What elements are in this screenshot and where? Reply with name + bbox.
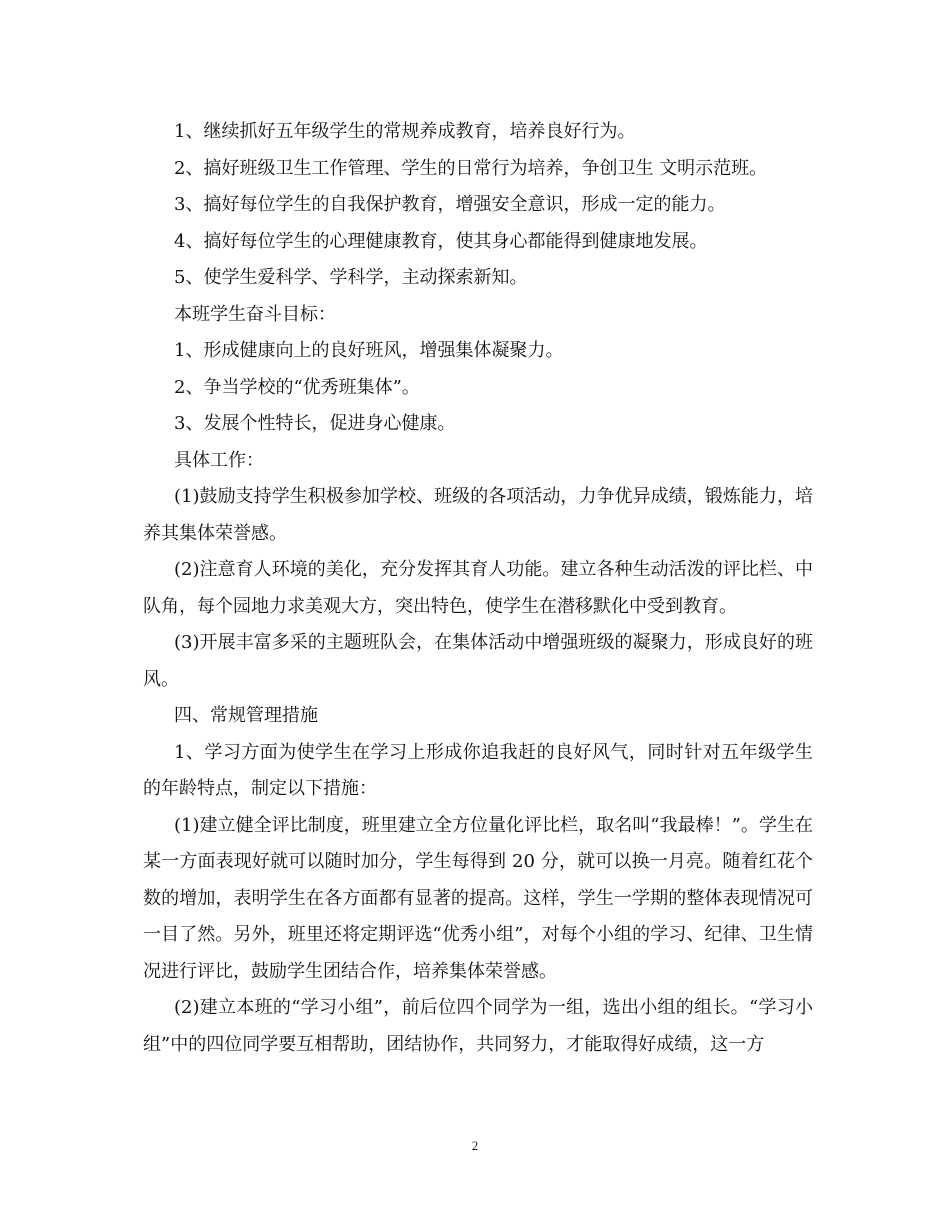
document-body <box>143 114 813 1063</box>
page-number: 2 <box>471 1138 479 1153</box>
paragraph-goal-4: 4、搞好每位学生的心理健康教育，使其身心都能得到健康地发展。 <box>174 230 708 252</box>
paragraph-study-intro: 1、学习方面为使学生在学习上形成你追我赶的良好风气，同时针对五年级学生的年龄特点，制定以下措施： <box>143 741 813 799</box>
heading-class-goals: 本班学生奋斗目标： <box>174 303 336 325</box>
paragraph-measure-1: (1)建立健全评比制度，班里建立全方位量化评比栏，取名叫“我最棒！”。学生在某一方面表现好就可以随时加分，学生每得到 20 分，就可以换一月亮。随着红花个数的增加，表明学生在各方面都有显著的提高。这样，学生一学期的整体表现情况可一目了然。另外，班里还将定期评选“优秀小组”，对每个小组的学习、纪律、卫生情况进行评比，鼓励学生团结合作，培养集体荣誉感。 <box>143 814 813 982</box>
paragraph-class-goal-1: 1、形成健康向上的良好班风，增强集体凝聚力。 <box>174 340 564 361</box>
paragraph-work-1: (1)鼓励支持学生积极参加学校、班级的各项活动，力争优异成绩，锻炼能力，培养其集体荣誉感。 <box>143 486 813 544</box>
heading-section-four: 四、常规管理措施 <box>174 705 318 726</box>
paragraph-goal-1: 1、继续抓好五年级学生的常规养成教育，培养良好行为。 <box>174 121 636 142</box>
paragraph-goal-5: 5、使学生爱科学、学科学，主动探索新知。 <box>174 267 528 288</box>
paragraph-work-3: (3)开展丰富多采的主题班队会，在集体活动中增强班级的凝聚力，形成良好的班风。 <box>143 632 813 690</box>
paragraph-class-goal-3: 3、发展个性特长，促进身心健康。 <box>174 413 456 434</box>
paragraph-goal-3: 3、搞好每位学生的自我保护教育，增强安全意识，形成一定的能力。 <box>174 194 726 215</box>
paragraph-goal-2: 2、搞好班级卫生工作管理、学生的日常行为培养，争创卫生 文明示范班。 <box>174 157 768 179</box>
paragraph-work-2: (2)注意育人环境的美化，充分发挥其育人功能。建立各种生动活泼的评比栏、中队角，每个园地力求美观大方，突出特色，使学生在潜移默化中受到教育。 <box>143 559 813 617</box>
paragraph-measure-2: (2)建立本班的“学习小组”，前后位四个同学为一组，选出小组的组长。“学习小组”中的四位同学要互相帮助，团结协作，共同努力，才能取得好成绩，这一方 <box>143 997 813 1055</box>
heading-specific-work: 具体工作： <box>174 449 264 471</box>
paragraph-class-goal-2: 2、争当学校的“优秀班集体”。 <box>174 376 420 398</box>
